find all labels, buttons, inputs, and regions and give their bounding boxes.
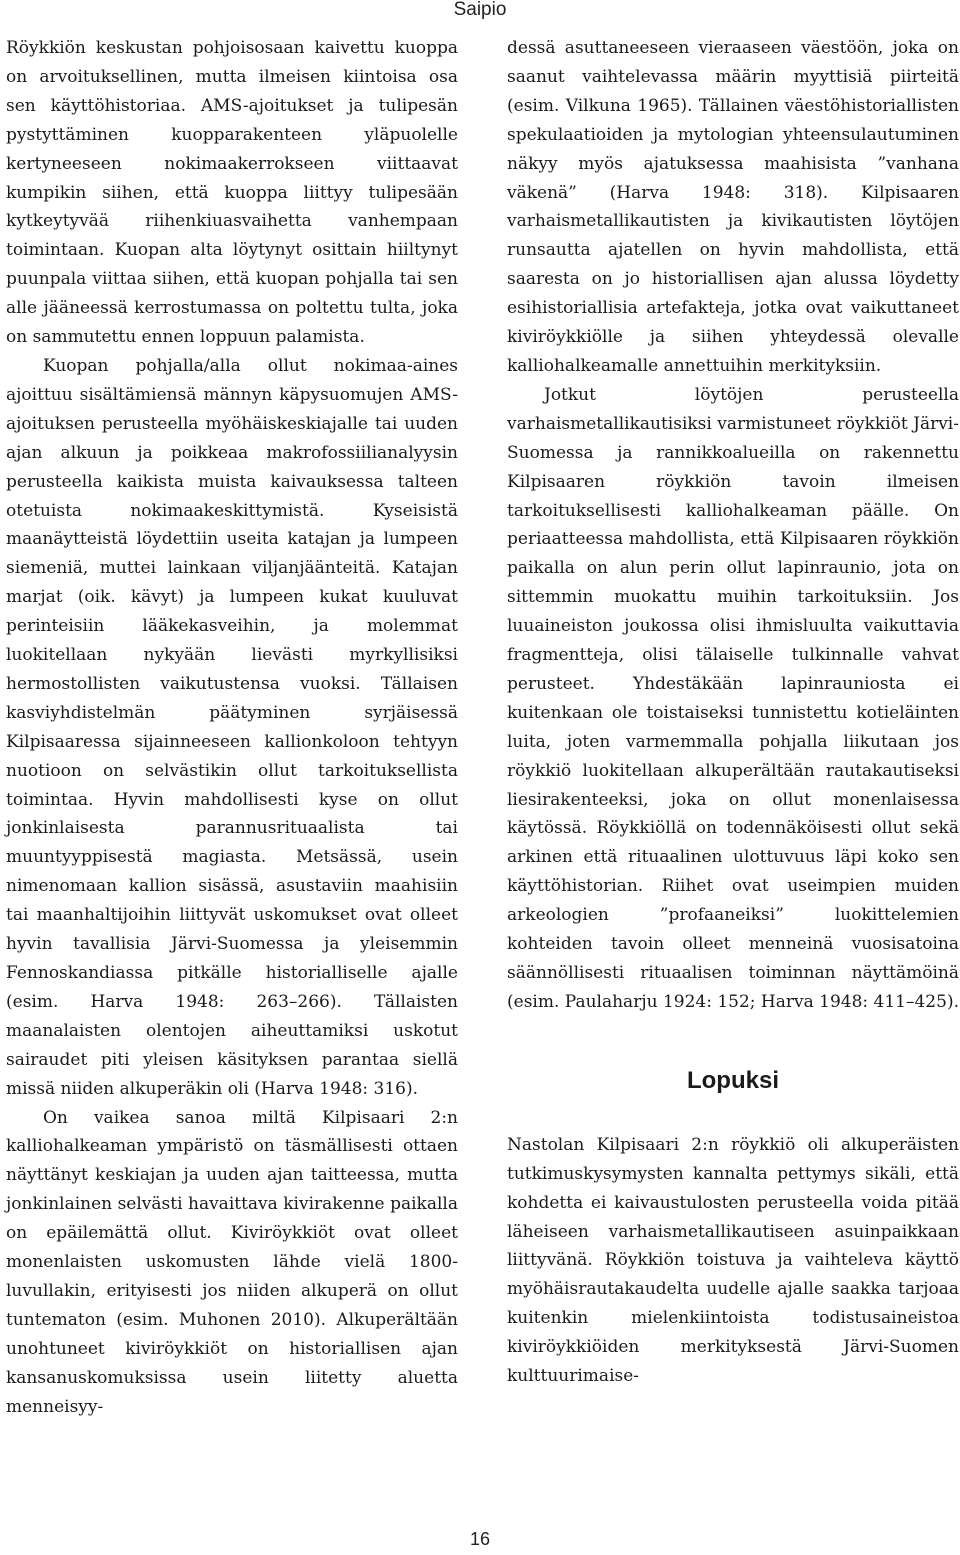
- left-text-column: [6, 34, 458, 1422]
- body-paragraph: dessä asuttaneeseen vieraaseen väestöön, joka on saanut vaihtelevassa määrin myyttisiä piirteitä (esim. Vilkuna 1965). Tällainen väestöhistoriallisten spekulaatioiden ja mytologian yhteensulautuminen näkyy myös ajatuksessa maahisista ”vanhana väkenä” (Harva 1948: 318). Kilpisaaren varhaismetallikautisten ja kivikautisten löytöjen runsautta ajatellen on hyvin mahdollista, että saaresta on jo historiallisen ajan alussa löydetty esihistoriallisia artefakteja, jotka ovat vaikuttaneet kiviröykkiölle ja siihen yhteydessä olevalle kalliohalkeamalle annettuihin merkityksiin.: [507, 38, 959, 376]
- right-text-column: [507, 34, 959, 1391]
- body-paragraph: Nastolan Kilpisaari 2:n röykkiö oli alkuperäisten tutkimuskysymysten kannalta pettymys sikäli, että kohdetta ei kaivaustulosten perusteella voida pitää läheiseen varhaismetallikautiseen asuinpaikkaan liittyvänä. Röykkiön toistuva ja vaihteleva käyttö myöhäisrautakaudelta uudelle ajalle saakka tarjoaa kuitenkin mielenkiintoista todistusaineistoa kiviröykkiöiden merkityksestä Järvi-Suomen kulttuurimaise-: [507, 1134, 959, 1387]
- page-number: 16: [469, 1529, 491, 1549]
- section-heading: Lopuksi: [686, 1066, 779, 1094]
- body-paragraph: Röykkiön keskustan pohjoisosaan kaivettu kuoppa on arvoituksellinen, mutta ilmeisen kiintoisa osa sen käyttöhistoriaa. AMS-ajoitukset ja tulipesän pystyttäminen kuopparakenteen yläpuolelle kertyneeseen nokimaakerrokseen viittaavat kumpikin siihen, että kuoppa liittyy tulipesään kytkeytyvää riihenkiuasvaihetta vanhempaan toimintaan. Kuopan alta löytynyt osittain hiiltynyt puunpala viittaa siihen, että kuopan pohjalla tai sen alle jääneessä kerrostumassa on poltettu tulta, joka on sammutettu ennen loppuun palamista.: [6, 38, 458, 348]
- running-header-author: Saipio: [453, 0, 507, 20]
- body-paragraph: On vaikea sanoa miltä Kilpisaari 2:n kalliohalkeaman ympäristö on täsmällisesti ottaen näyttänyt keskiajan ja uuden ajan taitteessa, mutta jonkinlainen selvästi havaittava kivirakenne paikalla on epäilemättä ollut. Kiviröykkiöt ovat olleet monenlaisten uskomusten lähde vielä 1800-luvullakin, erityisesti jos niiden alkuperä on ollut tuntematon (esim. Muhonen 2010). Alkuperältään unohtuneet kiviröykkiöt on historiallisen ajan kansanuskomuksissa usein liitetty aluetta menneisyy-: [6, 1107, 458, 1417]
- body-paragraph: Kuopan pohjalla/alla ollut nokimaa-aines ajoittuu sisältämiensä männyn käpysuomujen AMS-ajoituksen perusteella myöhäiskeskiajalle tai uuden ajan alkuun ja poikkeaa makrofossiilianalyysin perusteella kaikista muista kaivauksessa talteen otetuista nokimaakeskittymistä. Kyseisistä maanäytteistä löydettiin useita katajan ja lumpeen siemeniä, muttei lainkaan viljanjäänteitä. Katajan marjat (oik. kävyt) ja lumpeen kukat kuuluvat perinteisiin lääkekasveihin, ja molemmat luokitellaan nykyään lievästi myrkyllisiksi hermostollisten vaikutustensa vuoksi. Tällaisen kasviyhdistelmän päätyminen syrjäisessä Kilpisaaressa sijainneeseen kallionkoloon tehtyyn nuotioon on selvästikin ollut tarkoituksellista toimintaa. Hyvin mahdollisesti kyse on ollut jonkinlaisesta parannusrituaalista tai muuntyyppisestä magiasta. Metsässä, usein nimenomaan kallion sisässä, asustaviin maahisiin tai maanhaltijoihin liittyvät uskomukset ovat olleet hyvin tavallisia Järvi-Suomessa ja yleisemmin Fennoskandiassa pitkälle historialliselle ajalle (esim. Harva 1948: 263–266). Tällaisten maanalaisten olentojen aiheuttamiksi uskotut sairaudet piti yleisen käsityksen parantaa siellä missä niiden alkuperäkin oli (Harva 1948: 316).: [6, 355, 458, 1099]
- body-paragraph: Jotkut löytöjen perusteella varhaismetallikautisiksi varmistuneet röykkiöt Järvi-Suomessa ja rannikkoalueilla on rakennettu Kilpisaaren röykkiön tavoin ilmeisen tarkoituksellisesti kalliohalkeaman päälle. On periaatteessa mahdollista, että Kilpisaaren röykkiön paikalla on alun perin ollut lapinraunio, jota on sittemmin muokattu muihin tarkoituksiin. Jos luuaineiston joukossa olisi ihmisluulta vaikuttavia fragmentteja, olisi tälaiselle tulkinnalle vahvat perusteet. Yhdestäkään lapinrauniosta ei kuitenkaan ole toistaiseksi tunnistettu kotieläinten luita, joten varmemmalla pohjalla liikutaan jos röykkiö luokitellaan alkuperältään rautakautiseksi liesirakenteeksi, joka on ollut monenlaisessa käytössä. Röykkiöllä on todennäköisesti ollut sekä arkinen että rituaalinen ulottuvuus läpi koko sen käyttöhistorian. Riihet ovat useimpien muiden arkeologien ”profaaneiksi” luokittelemien kohteiden tavoin olleet menneinä vuosisatoina säännöllisesti rituaalisen toiminnan näyttämöinä (esim. Paulaharju 1924: 152; Harva 1948: 411–425).: [507, 384, 959, 1012]
